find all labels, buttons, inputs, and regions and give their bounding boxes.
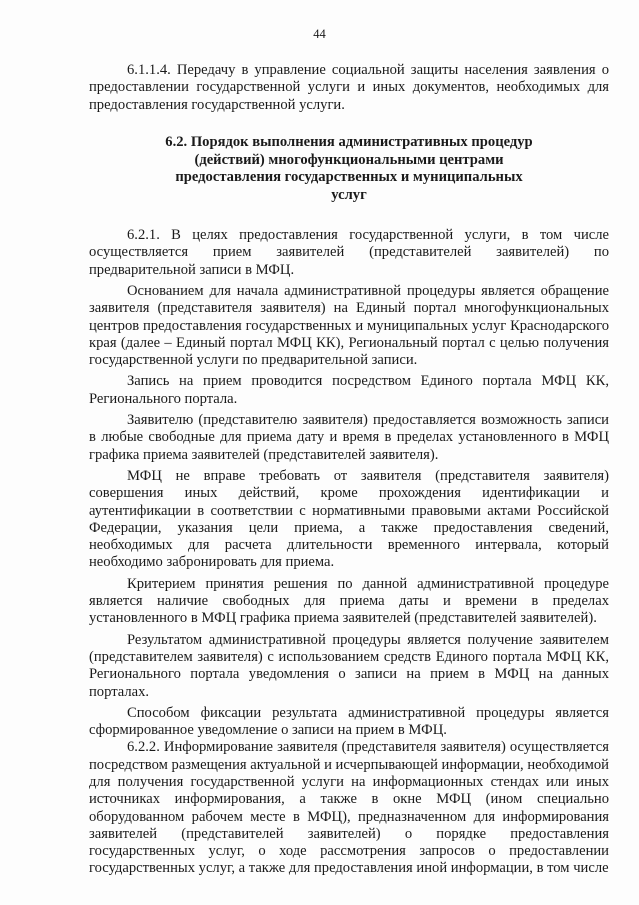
paragraph-6-2-2: 6.2.2. Информирование заявителя (представителя заявителя) осуществляется посредством размещения актуальной и исчерпывающей информации, необходимой для получения государственной услуги на информационных стендах или иных источниках информирования, а также в окне МФЦ (ином специально оборудованном рабочем месте в МФЦ), предназначенном для информирования заявителей (представителей заявителей) о порядке предоставления государственных услуг, о ходе рассмотрения запросов о предоставлении государственных услуг, а также для предоставления иной информации, в том числе	[89, 739, 609, 877]
page-number: 44	[313, 27, 326, 41]
paragraph-restrictions: МФЦ не вправе требовать от заявителя (представителя заявителя) совершения иных действий, кроме прохождения идентификации и аутентификации в соответствии с нормативными правовыми актами Российской Федерации, указания цели приема, а также предоставления сведений, необходимых для расчета длительности временного интервала, который необходимо забронировать для приема.	[89, 467, 609, 571]
paragraph-appointment: Запись на прием проводится посредством Единого портала МФЦ КК, Регионального портала.	[89, 373, 609, 407]
paragraph-result: Результатом административной процедуры является получение заявителем (представителем заявителя) с использованием средств Единого портала МФЦ КК, Регионального портала уведомления о записи на прием в МФЦ на данных порталах.	[89, 631, 609, 700]
paragraph-6-1-1-4: 6.1.1.4. Передачу в управление социальной защиты населения заявления о предоставлении государственной услуги и иных документов, необходимых для предоставления государственной услуги.	[89, 62, 609, 113]
section-heading: 6.2. Порядок выполнения административных процедур (действий) многофункциональными центрами предоставления государственных и муниципальных услуг	[165, 133, 533, 204]
paragraph-6-2-1: 6.2.1. В целях предоставления государственной услуги, в том числе осуществляется прием заявителей (представителей заявителей) по предварительной записи в МФЦ.	[89, 227, 609, 278]
paragraph-criterion: Критерием принятия решения по данной административной процедуре является наличие свободных для приема даты и времени в пределах установленного в МФЦ графика приема заявителей (представителей заявителей).	[89, 575, 609, 627]
paragraph-fixation: Способом фиксации результата административной процедуры является сформированное уведомление о записи на прием в МФЦ.	[89, 704, 609, 739]
paragraph-basis: Основанием для начала административной процедуры является обращение заявителя (представителя заявителя) на Единый портал многофункциональных центров предоставления государственных и муниципальных услуг Краснодарского края (далее – Единый портал МФЦ КК), Региональный портал с целью получения государственной услуги по предварительной записи.	[89, 282, 609, 369]
paragraph-booking-options: Заявителю (представителю заявителя) предоставляется возможность записи в любые свободные для приема дату и время в пределах установленного в МФЦ графика приема заявителей (представителей заявителя).	[89, 412, 609, 463]
document-body	[89, 62, 609, 878]
